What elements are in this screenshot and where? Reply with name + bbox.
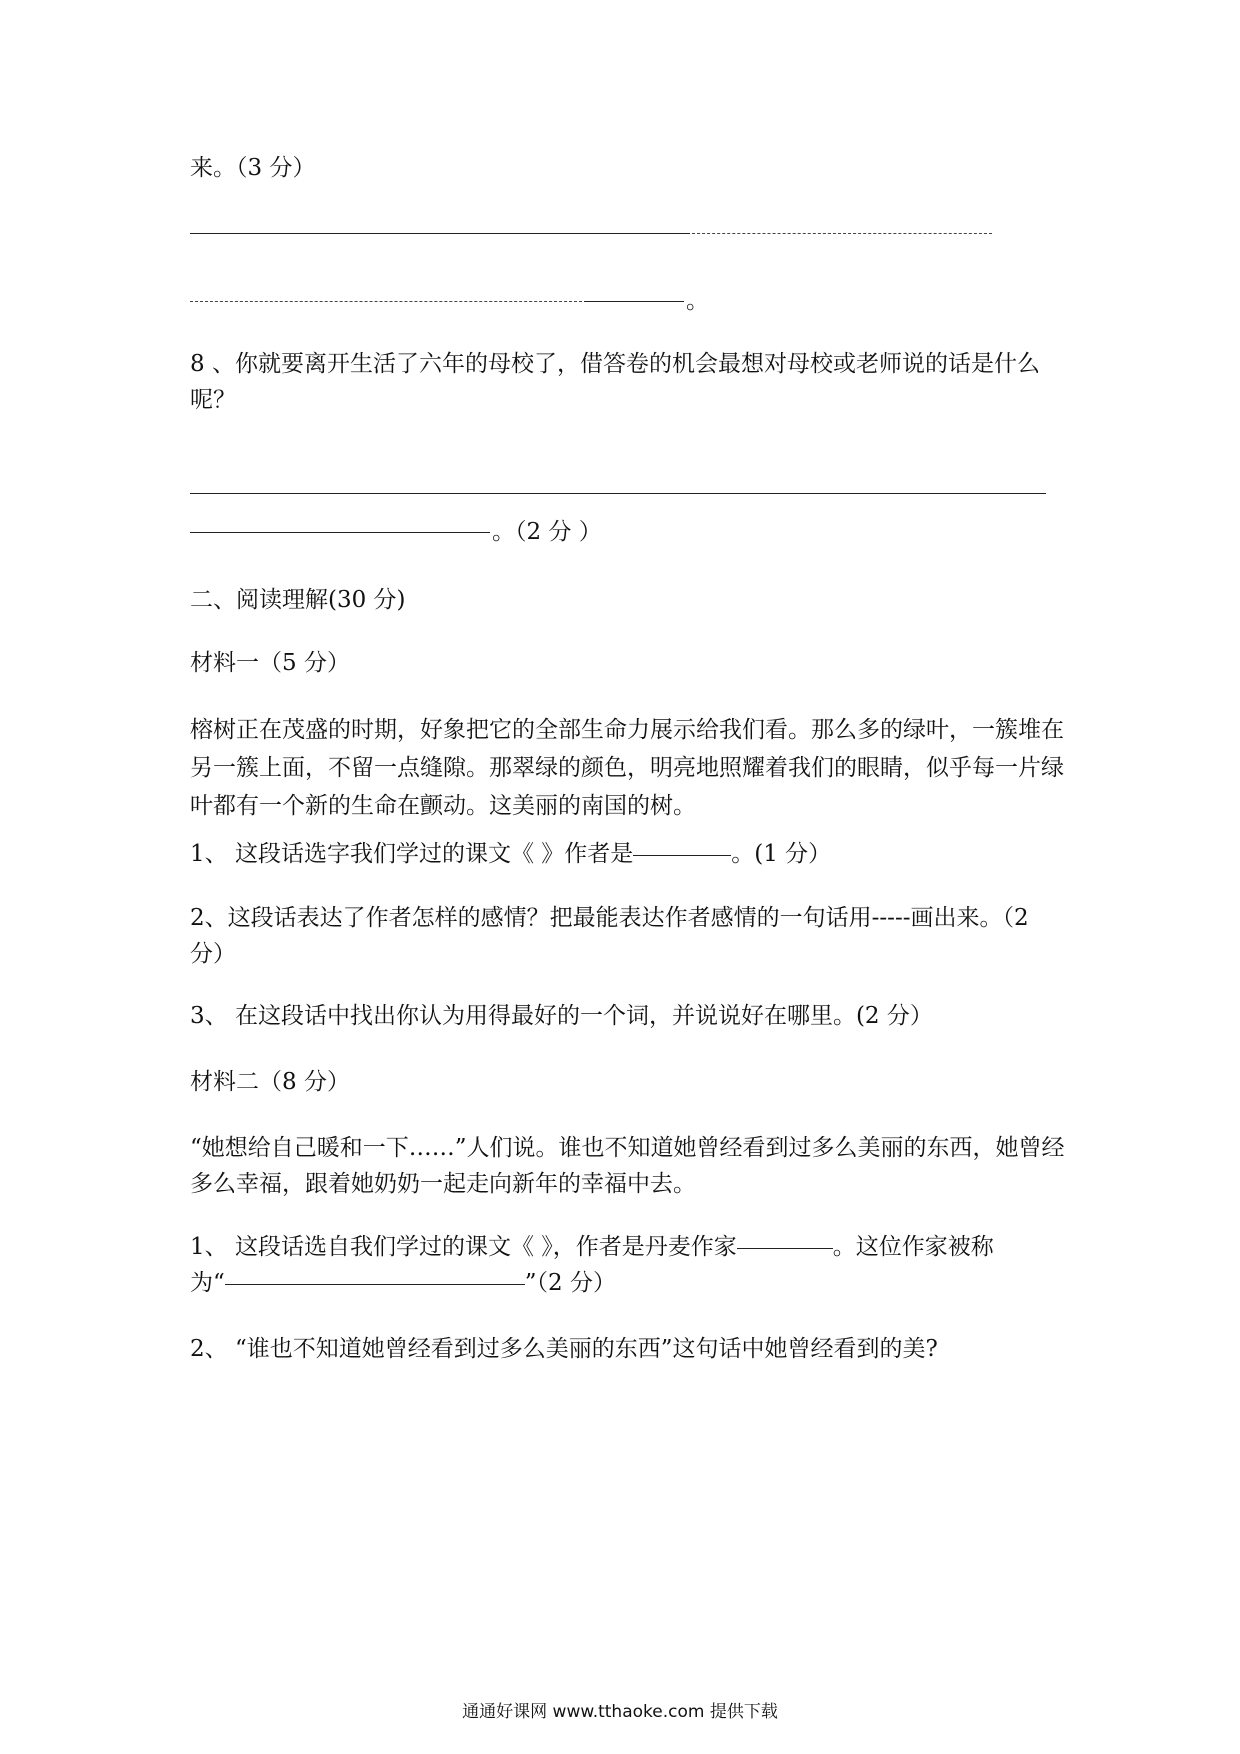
- material2-q1-line1: [190, 1229, 1070, 1265]
- material1-q1: [190, 836, 1070, 872]
- material2-q1-prefix: 1、 这段话选自我们学过的课文《 》，作者是丹麦作家: [190, 1234, 737, 1260]
- material2-q1-line2: [190, 1265, 1070, 1301]
- q7-end-mark: 。: [686, 288, 709, 314]
- material2-q1-line2-suffix: ”（2 分）: [524, 1270, 616, 1296]
- material2-passage: “她想给自己暖和一下……”人们说。谁也不知道她曾经看到过多么美丽的东西，她曾经多么幸福，跟着她奶奶一起走向新年的幸福中去。: [190, 1135, 1065, 1197]
- material1-q1-suffix: 。(1 分）: [731, 841, 832, 867]
- q8-question: 8 、你就要离开生活了六年的母校了，借答卷的机会最想对母校或老师说的话是什么呢？: [190, 351, 1040, 413]
- answer-line-solid: [190, 233, 690, 234]
- material1-title: 材料一（5 分）: [190, 650, 350, 676]
- blank-line: [633, 855, 731, 856]
- q7-tail: 来。（3 分）: [190, 155, 316, 181]
- material2-q2: 2、 “谁也不知道她曾经看到过多么美丽的东西”这句话中她曾经看到的美?: [190, 1336, 938, 1362]
- material2-q1-line2-prefix: 为“: [190, 1270, 225, 1296]
- answer-line-dashed: [692, 233, 992, 234]
- material1-q2: 2、这段话表达了作者怎样的感情？把最能表达作者感情的一句话用-----画出来。（2 分）: [190, 905, 1029, 967]
- blank-line: [225, 1284, 525, 1285]
- page-footer: 通通好课网 www.tthaoke.com 提供下载: [462, 1702, 778, 1722]
- answer-line-solid: [190, 532, 490, 533]
- blank-line: [737, 1248, 833, 1249]
- q8-score: 。（2 分 ）: [492, 519, 602, 545]
- material1-q3: 3、 在这段话中找出你认为用得最好的一个词，并说说好在哪里。(2 分）: [190, 1003, 933, 1029]
- answer-line-solid: [190, 493, 1046, 494]
- answer-line-solid: [584, 301, 684, 302]
- material2-q1-mid: 。这位作家被称: [832, 1234, 994, 1260]
- answer-line-dashed: [190, 301, 582, 302]
- material2-title: 材料二（8 分）: [190, 1069, 350, 1095]
- material1-q1-prefix: 1、 这段话选字我们学过的课文《 》作者是: [190, 841, 634, 867]
- section-title: 二、阅读理解(30 分): [190, 587, 406, 613]
- material1-passage: 榕树正在茂盛的时期，好象把它的全部生命力展示给我们看。那么多的绿叶，一簇堆在另一簇上面，不留一点缝隙。那翠绿的颜色，明亮地照耀着我们的眼睛，似乎每一片绿叶都有一个新的生命在颤动。这美丽的南国的树。: [190, 717, 1064, 819]
